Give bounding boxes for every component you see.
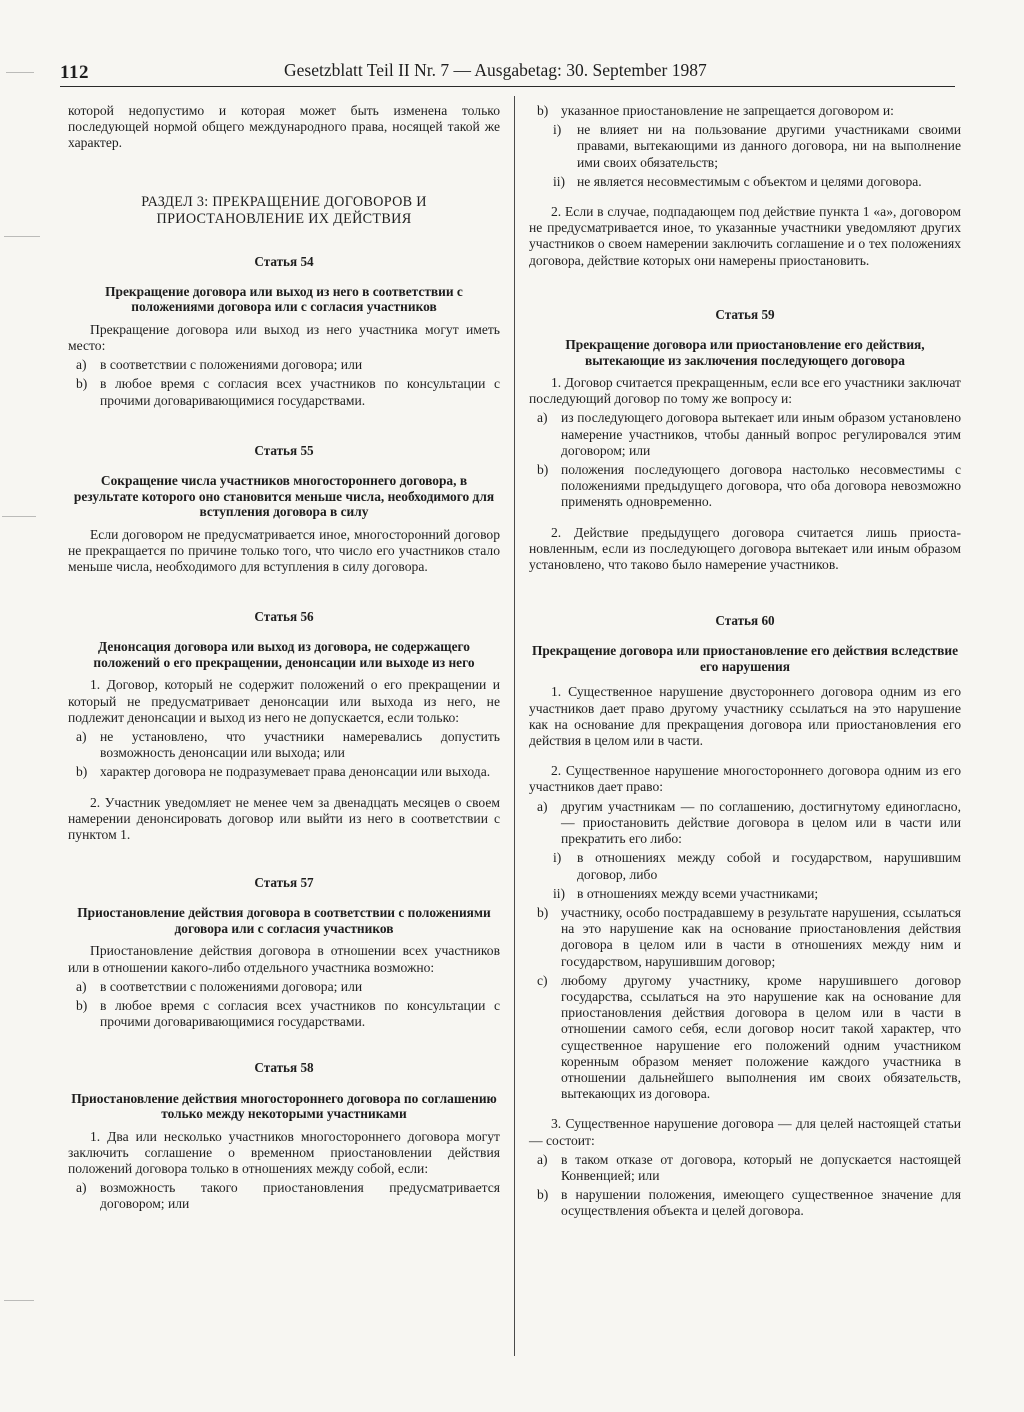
list-item [529, 1187, 961, 1219]
article-number: Статья 56 [254, 609, 314, 625]
item-text: из последующего договора вытекает или иным образом установлено намерение участников, чтобы данный вопрос регулировался этим договором; или [561, 410, 961, 458]
item-marker: b) [537, 462, 549, 478]
item-text: положения последующего договора настолько несовместимы с положениями предыдущего договора, что оба договора невозможно применять одновременно. [561, 462, 961, 510]
article-title: Прекращение договора или выход из него в соответствии с положениями договора или с согласия участников [105, 283, 463, 315]
intro-paragraph: которой недопустимо и которая может быть изменена только последующей нормой общего международного права, носящей такой же характер. [68, 103, 500, 151]
article-title: Прекращение договора или приостановление его действия вследствие его нарушения [531, 643, 959, 674]
article-59 [529, 307, 961, 573]
article-58 [68, 1060, 500, 1212]
item-marker: a) [76, 728, 87, 744]
article-title: Прекращение договора или приостановление его действия, вытекающие из заключения последующего договора [565, 337, 925, 368]
item-text: в любое время с согласия всех участников по консультации с прочими договаривающимися государствами. [100, 376, 500, 408]
list-item [68, 357, 500, 373]
article-55 [68, 443, 500, 575]
item-marker: b) [537, 103, 549, 118]
article-paragraph: 1. Два или несколько участников многостороннего договора могут заключить соглашение о временном приостановлении действия положений договора только в отношениях между собой, если: [68, 1128, 500, 1176]
item-text: в таком отказе от договора, который не допускается настоящей Конвенцией; или [561, 1151, 961, 1183]
section-title [68, 194, 500, 228]
list-item [529, 1152, 961, 1184]
item-text: не является несовместимым с объектом и целями договора. [577, 173, 922, 189]
sub-item [529, 850, 961, 882]
article-number: Статья 54 [254, 253, 314, 269]
article-54 [68, 254, 500, 409]
right-column [529, 103, 961, 1220]
list-item [68, 729, 500, 761]
article-56 [68, 609, 500, 843]
list-item [529, 973, 961, 1103]
item-text: указанное приостановление не запрещается договором и: [561, 103, 894, 118]
item-marker: c) [537, 972, 548, 988]
article-title: Денонсация договора или выход из договора, не содержащего положений о его прекращении, денонсации или выходе из него [93, 639, 475, 670]
item-text: другим участникам — по соглашению, достигнутому единогласно, — приостановить действие договора в целом или в части или прекратить его либо: [561, 798, 961, 847]
item-text: в нарушении положения, имеющего существенное значение для осуществления объекта и целей договора. [561, 1187, 961, 1219]
article-paragraph: 2. Действие предыдущего договора считается лишь приостановленным, если из последующего договора вытекает или иным образом установлено, что таково было намерение участников. [529, 524, 961, 573]
article-number: Статья 59 [715, 306, 775, 322]
section-title-line-1: РАЗДЕЛ 3: ПРЕКРАЩЕНИЕ ДОГОВОРОВ И [141, 193, 427, 210]
article-title: Приостановление действия договора в соответствии с положениями договора или с согласия участников [77, 905, 491, 936]
sub-item [529, 174, 961, 190]
item-marker: a) [537, 798, 548, 814]
article-paragraph: Если договором не предусматривается иное, многосторонний договор не прекращается по причине только того, что число его участников стало меньше числа, необходимого для вступления в силу договора. [68, 526, 500, 574]
item-text: в отношениях между всеми участниками; [577, 885, 819, 901]
item-text: в соответствии с положениями договора; или [100, 357, 363, 373]
running-title: Gesetzblatt Teil II Nr. 7 — Ausgabetag: 30. September 1987 [284, 60, 707, 80]
scan-mark [4, 1300, 34, 1301]
article-paragraph: 1. Договор, который не содержит положений о его прекращении и который не предусматривает денонсации или выхода из него, не подлежит денонсации и выход из него не допускается, если только: [68, 677, 500, 725]
item-marker: i) [553, 122, 562, 138]
list-item [68, 998, 500, 1030]
article-paragraph: 2. Участник уведомляет не менее чем за двенадцать месяцев о своем намерении денонсировать договор или выйти из него в соответствии с пунктом 1. [68, 794, 500, 842]
list-item [68, 764, 500, 780]
page-number: 112 [60, 62, 89, 83]
sub-item [529, 886, 961, 902]
article-paragraph: 2. Если в случае, подпадающем под действие пункта 1 «а», договором не предусматривается иное, то указанные участники уведомляют других участников о своем намерении заключить соглашение и о тех положениях договора, действие которых они намерены приостановить. [529, 204, 961, 268]
item-marker: ii) [553, 173, 566, 189]
item-marker: a) [76, 978, 87, 994]
item-marker: ii) [553, 885, 566, 901]
list-item [68, 979, 500, 995]
article-number: Статья 60 [715, 613, 775, 629]
article-paragraph: 2. Существенное нарушение многостороннего договора одним из его участников дает право: [529, 763, 961, 795]
article-paragraph: Приостановление действия договора в отношении всех участников или в отношении какого-либо отдельного участника возможно: [68, 943, 500, 975]
list-item [529, 799, 961, 848]
article-title: Приостановление действия многостороннего договора по соглашению только между некоторыми участниками [71, 1090, 497, 1122]
item-text: характер договора не подразумевает права денонсации или выхода. [100, 764, 491, 780]
item-text: в отношениях между собой и государством, нарушившим договор, либо [577, 850, 961, 882]
item-marker: a) [537, 1151, 548, 1167]
column-divider [514, 96, 515, 1356]
scan-mark [4, 236, 40, 237]
article-paragraph: 1. Существенное нарушение двустороннего договора одним из его участников дает право другому участнику ссылаться на это нарушение как на основание для прекращения договора или приостановления его действия в целом или в части. [529, 684, 961, 749]
item-text: возможность такого приостановления предусматривается договором; или [100, 1180, 500, 1212]
item-marker: b) [76, 997, 88, 1013]
item-text: в соответствии с положениями договора; или [100, 978, 363, 994]
item-text: не установлено, что участники намеревались допустить возможность денонсации или выхода; или [100, 728, 500, 761]
scan-mark [2, 516, 36, 517]
scan-mark [6, 72, 34, 73]
left-column [68, 103, 500, 1213]
article-paragraph: 3. Существенное нарушение договора — для целей настоящей статьи — состоит: [529, 1116, 961, 1148]
article-title: Сокращение числа участников многостороннего договора, в результате которого оно становится меньше числа, необходимого для вступления договора в силу [73, 473, 495, 520]
list-item [529, 905, 961, 970]
sub-item [529, 122, 961, 171]
item-text: участнику, особо пострадавшему в результате нарушения, ссылаться на это нарушение как на основание приостановления действия договора в целом или в части в отношениях между ним и государством, нарушившим договор; [561, 904, 961, 969]
item-marker: a) [76, 357, 87, 373]
item-marker: b) [537, 904, 549, 920]
list-item [529, 410, 961, 459]
list-item [68, 1180, 500, 1212]
item-text: любому другому участнику, кроме нарушившего договор государства, ссылаться на это нарушение как на основание для приостановления действия договора в целом или в части в отношении самого себя, если договор носит такой характер, что существенное нарушение его положений одним участником коренным образом меняет положение каждого участника в отношении дальнейшего выполнения им своих обязательств, вытекающих из договора. [561, 972, 961, 1102]
article-number: Статья 57 [254, 875, 314, 891]
article-60 [529, 613, 961, 1219]
item-marker: a) [537, 410, 548, 426]
article-58-continued [529, 103, 961, 269]
article-number: Статья 55 [254, 442, 314, 458]
article-paragraph: Прекращение договора или выход из него участника могут иметь место: [68, 321, 500, 354]
list-item [529, 462, 961, 511]
item-marker: b) [76, 376, 88, 392]
item-marker: a) [76, 1180, 87, 1196]
section-title-line-2: ПРИОСТАНОВЛЕНИЕ ИХ ДЕЙСТВИЯ [156, 210, 412, 227]
item-marker: b) [76, 764, 88, 780]
item-text: в любое время с согласия всех участников по консультации с прочими договаривающимися государствами. [100, 997, 500, 1030]
list-item [68, 376, 500, 408]
article-number: Статья 58 [254, 1060, 314, 1076]
list-item [529, 103, 961, 119]
item-text: не влияет ни на пользование другими участниками своими правами, вытекающими из данного договора, ни на выполнение ими своих обязательств; [577, 122, 961, 170]
article-57 [68, 875, 500, 1030]
running-header [60, 58, 955, 87]
article-paragraph: 1. Договор считается прекращенным, если все его участники заключат последующий договор по тому же вопросу и: [529, 375, 961, 407]
item-marker: b) [537, 1187, 549, 1203]
item-marker: i) [553, 850, 562, 866]
